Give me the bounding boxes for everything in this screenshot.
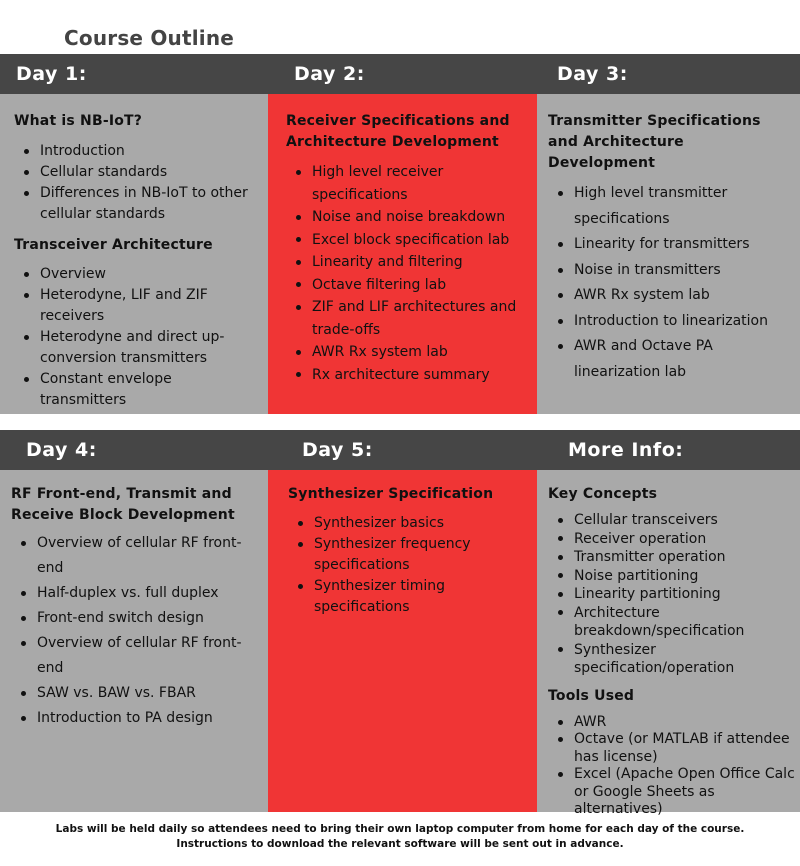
- list-item: Heterodyne, LIF and ZIF receivers: [14, 285, 256, 327]
- list-item: Synthesizer specification/operation: [548, 641, 796, 678]
- list-item: Linearity and filtering: [286, 251, 523, 274]
- list-item: AWR and Octave PA linearization lab: [548, 334, 790, 385]
- day3-label: Day 3:: [557, 63, 628, 85]
- key-concepts-list: [548, 511, 796, 678]
- list-item: Introduction to linearization: [548, 309, 790, 335]
- day5-list: [288, 513, 523, 618]
- list-item: Synthesizer timing specifications: [288, 576, 523, 618]
- day4-heading: RF Front-end, Transmit and Receive Block Development: [11, 486, 235, 523]
- list-item: Octave (or MATLAB if attendee has license): [548, 731, 796, 766]
- list-item: Differences in NB-IoT to other cellular standards: [14, 183, 256, 225]
- list-item: SAW vs. BAW vs. FBAR: [11, 681, 256, 706]
- day5-heading: Synthesizer Specification: [288, 486, 494, 502]
- header-bar-row1: [0, 54, 800, 94]
- list-item: AWR Rx system lab: [286, 341, 523, 364]
- day4-panel: [0, 470, 268, 812]
- list-item: Noise in transmitters: [548, 258, 790, 284]
- day5-label: Day 5:: [302, 439, 373, 461]
- list-item: Octave filtering lab: [286, 274, 523, 297]
- day1-label: Day 1:: [16, 63, 87, 85]
- day2-heading: Receiver Specifications and Architecture Development: [286, 113, 510, 150]
- key-concepts-heading: Key Concepts: [548, 486, 658, 502]
- list-item: High level receiver specifications: [286, 161, 523, 206]
- list-item: Synthesizer frequency specifications: [288, 534, 523, 576]
- list-item: Introduction: [14, 141, 256, 162]
- list-item: Excel block specification lab: [286, 229, 523, 252]
- list-item: Cellular transceivers: [548, 511, 796, 530]
- day2-panel: [268, 94, 537, 414]
- day5-panel: [268, 470, 537, 812]
- list-item: High level transmitter specifications: [548, 181, 790, 232]
- header-bar-row2: [0, 430, 800, 470]
- list-item: Front-end switch design: [11, 606, 256, 631]
- day2-list: [286, 161, 523, 386]
- list-item: Cellular standards: [14, 162, 256, 183]
- day1-list-1: [14, 141, 256, 225]
- list-item: ZIF and LIF architectures and trade-offs: [286, 296, 523, 341]
- page-title: Course Outline: [64, 26, 235, 50]
- day1-heading-2: Transceiver Architecture: [14, 237, 213, 253]
- list-item: Rx architecture summary: [286, 364, 523, 387]
- day3-panel: [537, 94, 800, 414]
- list-item: Overview of cellular RF front-end: [11, 531, 256, 581]
- day1-list-2: [14, 264, 256, 411]
- day2-label: Day 2:: [294, 63, 365, 85]
- list-item: Noise partitioning: [548, 567, 796, 586]
- list-item: Overview of cellular RF front-end: [11, 631, 256, 681]
- day3-heading: Transmitter Specifications and Architecture Development: [548, 113, 761, 171]
- list-item: Excel (Apache Open Office Calc or Google Sheets as alternatives): [548, 766, 796, 819]
- list-item: Introduction to PA design: [11, 706, 256, 731]
- list-item: Architecture breakdown/specification: [548, 604, 796, 641]
- list-item: AWR Rx system lab: [548, 283, 790, 309]
- tools-used-heading: Tools Used: [548, 687, 635, 704]
- day3-list: [548, 181, 790, 385]
- list-item: Synthesizer basics: [288, 513, 523, 534]
- list-item: Linearity for transmitters: [548, 232, 790, 258]
- more-info-label: More Info:: [568, 439, 684, 461]
- list-item: AWR: [548, 714, 796, 732]
- list-item: Noise and noise breakdown: [286, 206, 523, 229]
- list-item: Linearity partitioning: [548, 585, 796, 604]
- tools-used-list: [548, 714, 796, 819]
- list-item: Receiver operation: [548, 530, 796, 549]
- day4-list: [11, 531, 256, 731]
- list-item: Transmitter operation: [548, 548, 796, 567]
- list-item: Constant envelope transmitters: [14, 369, 256, 411]
- more-info-panel: [537, 470, 800, 817]
- day1-panel: [0, 94, 268, 414]
- list-item: Half-duplex vs. full duplex: [11, 581, 256, 606]
- footer-note: Labs will be held daily so attendees need to bring their own laptop computer from home for each day of the course. Instructions to download the relevant software will be sent out in advance.: [55, 823, 745, 850]
- day1-heading-1: What is NB-IoT?: [14, 113, 143, 129]
- day4-label: Day 4:: [26, 439, 97, 461]
- list-item: Heterodyne and direct up-conversion transmitters: [14, 327, 256, 369]
- list-item: Overview: [14, 264, 256, 285]
